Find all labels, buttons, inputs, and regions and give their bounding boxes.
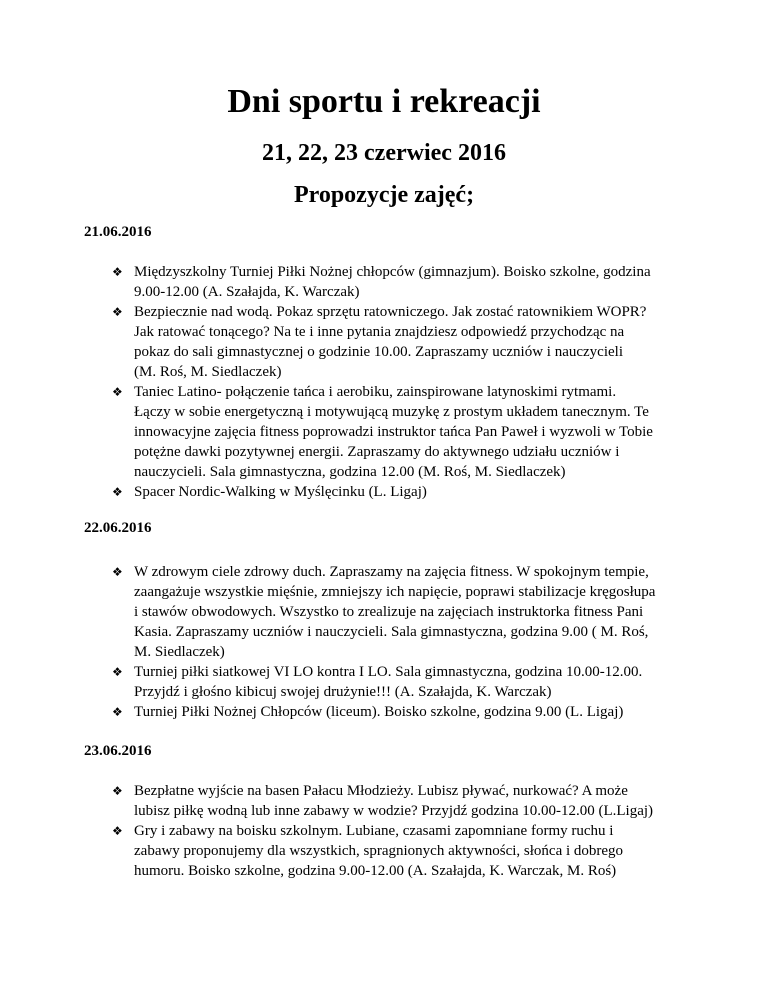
day-section-21 — [84, 222, 684, 502]
list-item — [84, 702, 684, 722]
activity-list — [84, 781, 684, 881]
item-text-line: Turniej piłki siatkowej VI LO kontra I LO. Sala gimnastyczna, godzina 10.00-12.00. — [134, 664, 643, 680]
item-text-line: innowacyjne zajęcia fitness poprowadzi instruktor tańca Pan Paweł i wyzwoli w Tobie — [134, 424, 653, 440]
activity-list — [84, 562, 684, 722]
diamond-bullet-icon: ❖ — [112, 305, 123, 319]
item-text-line: Bezpiecznie nad wodą. Pokaz sprzętu ratowniczego. Jak zostać ratownikiem WOPR? — [134, 304, 647, 320]
item-text-line: Międzyszkolny Turniej Piłki Nożnej chłopców (gimnazjum). Boisko szkolne, godzina — [134, 264, 651, 280]
item-text-line: zabawy proponujemy dla wszystkich, spragnionych aktywności, słońca i dobrego — [134, 843, 624, 859]
item-text-line: Taniec Latino- połączenie tańca i aerobiku, zainspirowane latynoskimi rytmami. — [134, 384, 617, 400]
list-item — [84, 382, 684, 482]
section-heading: Propozycje zajęć; — [293, 182, 475, 208]
item-text-line: humoru. Boisko szkolne, godzina 9.00-12.00 (A. Szałajda, K. Warczak, M. Roś) — [134, 863, 617, 879]
item-text-line: Turniej Piłki Nożnej Chłopców (liceum). Boisko szkolne, godzina 9.00 (L. Ligaj) — [134, 704, 624, 720]
item-text-line: Spacer Nordic-Walking w Myślęcinku (L. Ligaj) — [134, 484, 427, 500]
list-item — [84, 302, 684, 382]
item-text-line: lubisz piłkę wodną lub inne zabawy w wodzie? Przyjdź godzina 10.00-12.00 (L.Ligaj) — [134, 803, 654, 819]
diamond-bullet-icon: ❖ — [112, 784, 123, 798]
diamond-bullet-icon: ❖ — [112, 665, 123, 679]
diamond-bullet-icon: ❖ — [112, 485, 123, 499]
item-text-line: pokaz do sali gimnastycznej o godzinie 10.00. Zapraszamy uczniów i nauczycieli — [134, 344, 624, 360]
item-text-line: M. Siedlaczek) — [134, 644, 225, 660]
diamond-bullet-icon: ❖ — [112, 265, 123, 279]
day-section-23 — [84, 741, 684, 881]
item-text-line: Łączy w sobie energetyczną i motywującą muzykę z prostym układem tanecznym. Te — [134, 404, 649, 420]
item-text-line: Jak ratować tonącego? Na te i inne pytania znajdziesz odpowiedź przychodząc na — [134, 324, 625, 340]
list-item — [84, 482, 684, 502]
activity-list — [84, 262, 684, 502]
day-section-22 — [84, 518, 684, 722]
diamond-bullet-icon: ❖ — [112, 705, 123, 719]
day-date: 22.06.2016 — [84, 520, 152, 536]
list-item — [84, 821, 684, 881]
item-text-line: Gry i zabawy na boisku szkolnym. Lubiane, czasami zapomniane formy ruchu i — [134, 823, 614, 839]
item-text-line: (M. Roś, M. Siedlaczek) — [134, 364, 282, 380]
event-dates: 21, 22, 23 czerwiec 2016 — [262, 140, 506, 166]
item-text-line: 9.00-12.00 (A. Szałajda, K. Warczak) — [134, 284, 360, 300]
item-text-line: zaangażuje wszystkie mięśnie, zmniejszy ich napięcie, poprawi stabilizacje kręgosłupa — [134, 584, 656, 600]
page-title: Dni sportu i rekreacji — [227, 83, 541, 120]
diamond-bullet-icon: ❖ — [112, 565, 123, 579]
item-text-line: i stawów obwodowych. Wszystko to zrealizuje na zajęciach instruktorka fitness Pani — [134, 604, 644, 620]
item-text-line: nauczycieli. Sala gimnastyczna, godzina 12.00 (M. Roś, M. Siedlaczek) — [134, 464, 566, 480]
day-date: 23.06.2016 — [84, 743, 152, 759]
diamond-bullet-icon: ❖ — [112, 385, 123, 399]
diamond-bullet-icon: ❖ — [112, 824, 123, 838]
day-date: 21.06.2016 — [84, 224, 152, 240]
item-text-line: Kasia. Zapraszamy uczniów i nauczycieli. Sala gimnastyczna, godzina 9.00 ( M. Roś, — [134, 624, 649, 640]
list-item — [84, 562, 684, 662]
item-text-line: potężne dawki pozytywnej energii. Zapraszamy do aktywnego udziału uczniów i — [134, 444, 620, 460]
list-item — [84, 662, 684, 702]
list-item — [84, 781, 684, 821]
item-text-line: Przyjdź i głośno kibicuj swojej drużynie!!! (A. Szałajda, K. Warczak) — [134, 684, 552, 700]
item-text-line: Bezpłatne wyjście na basen Pałacu Młodzieży. Lubisz pływać, nurkować? A może — [134, 783, 628, 799]
list-item — [84, 262, 684, 302]
item-text-line: W zdrowym ciele zdrowy duch. Zapraszamy na zajęcia fitness. W spokojnym tempie, — [134, 564, 649, 580]
